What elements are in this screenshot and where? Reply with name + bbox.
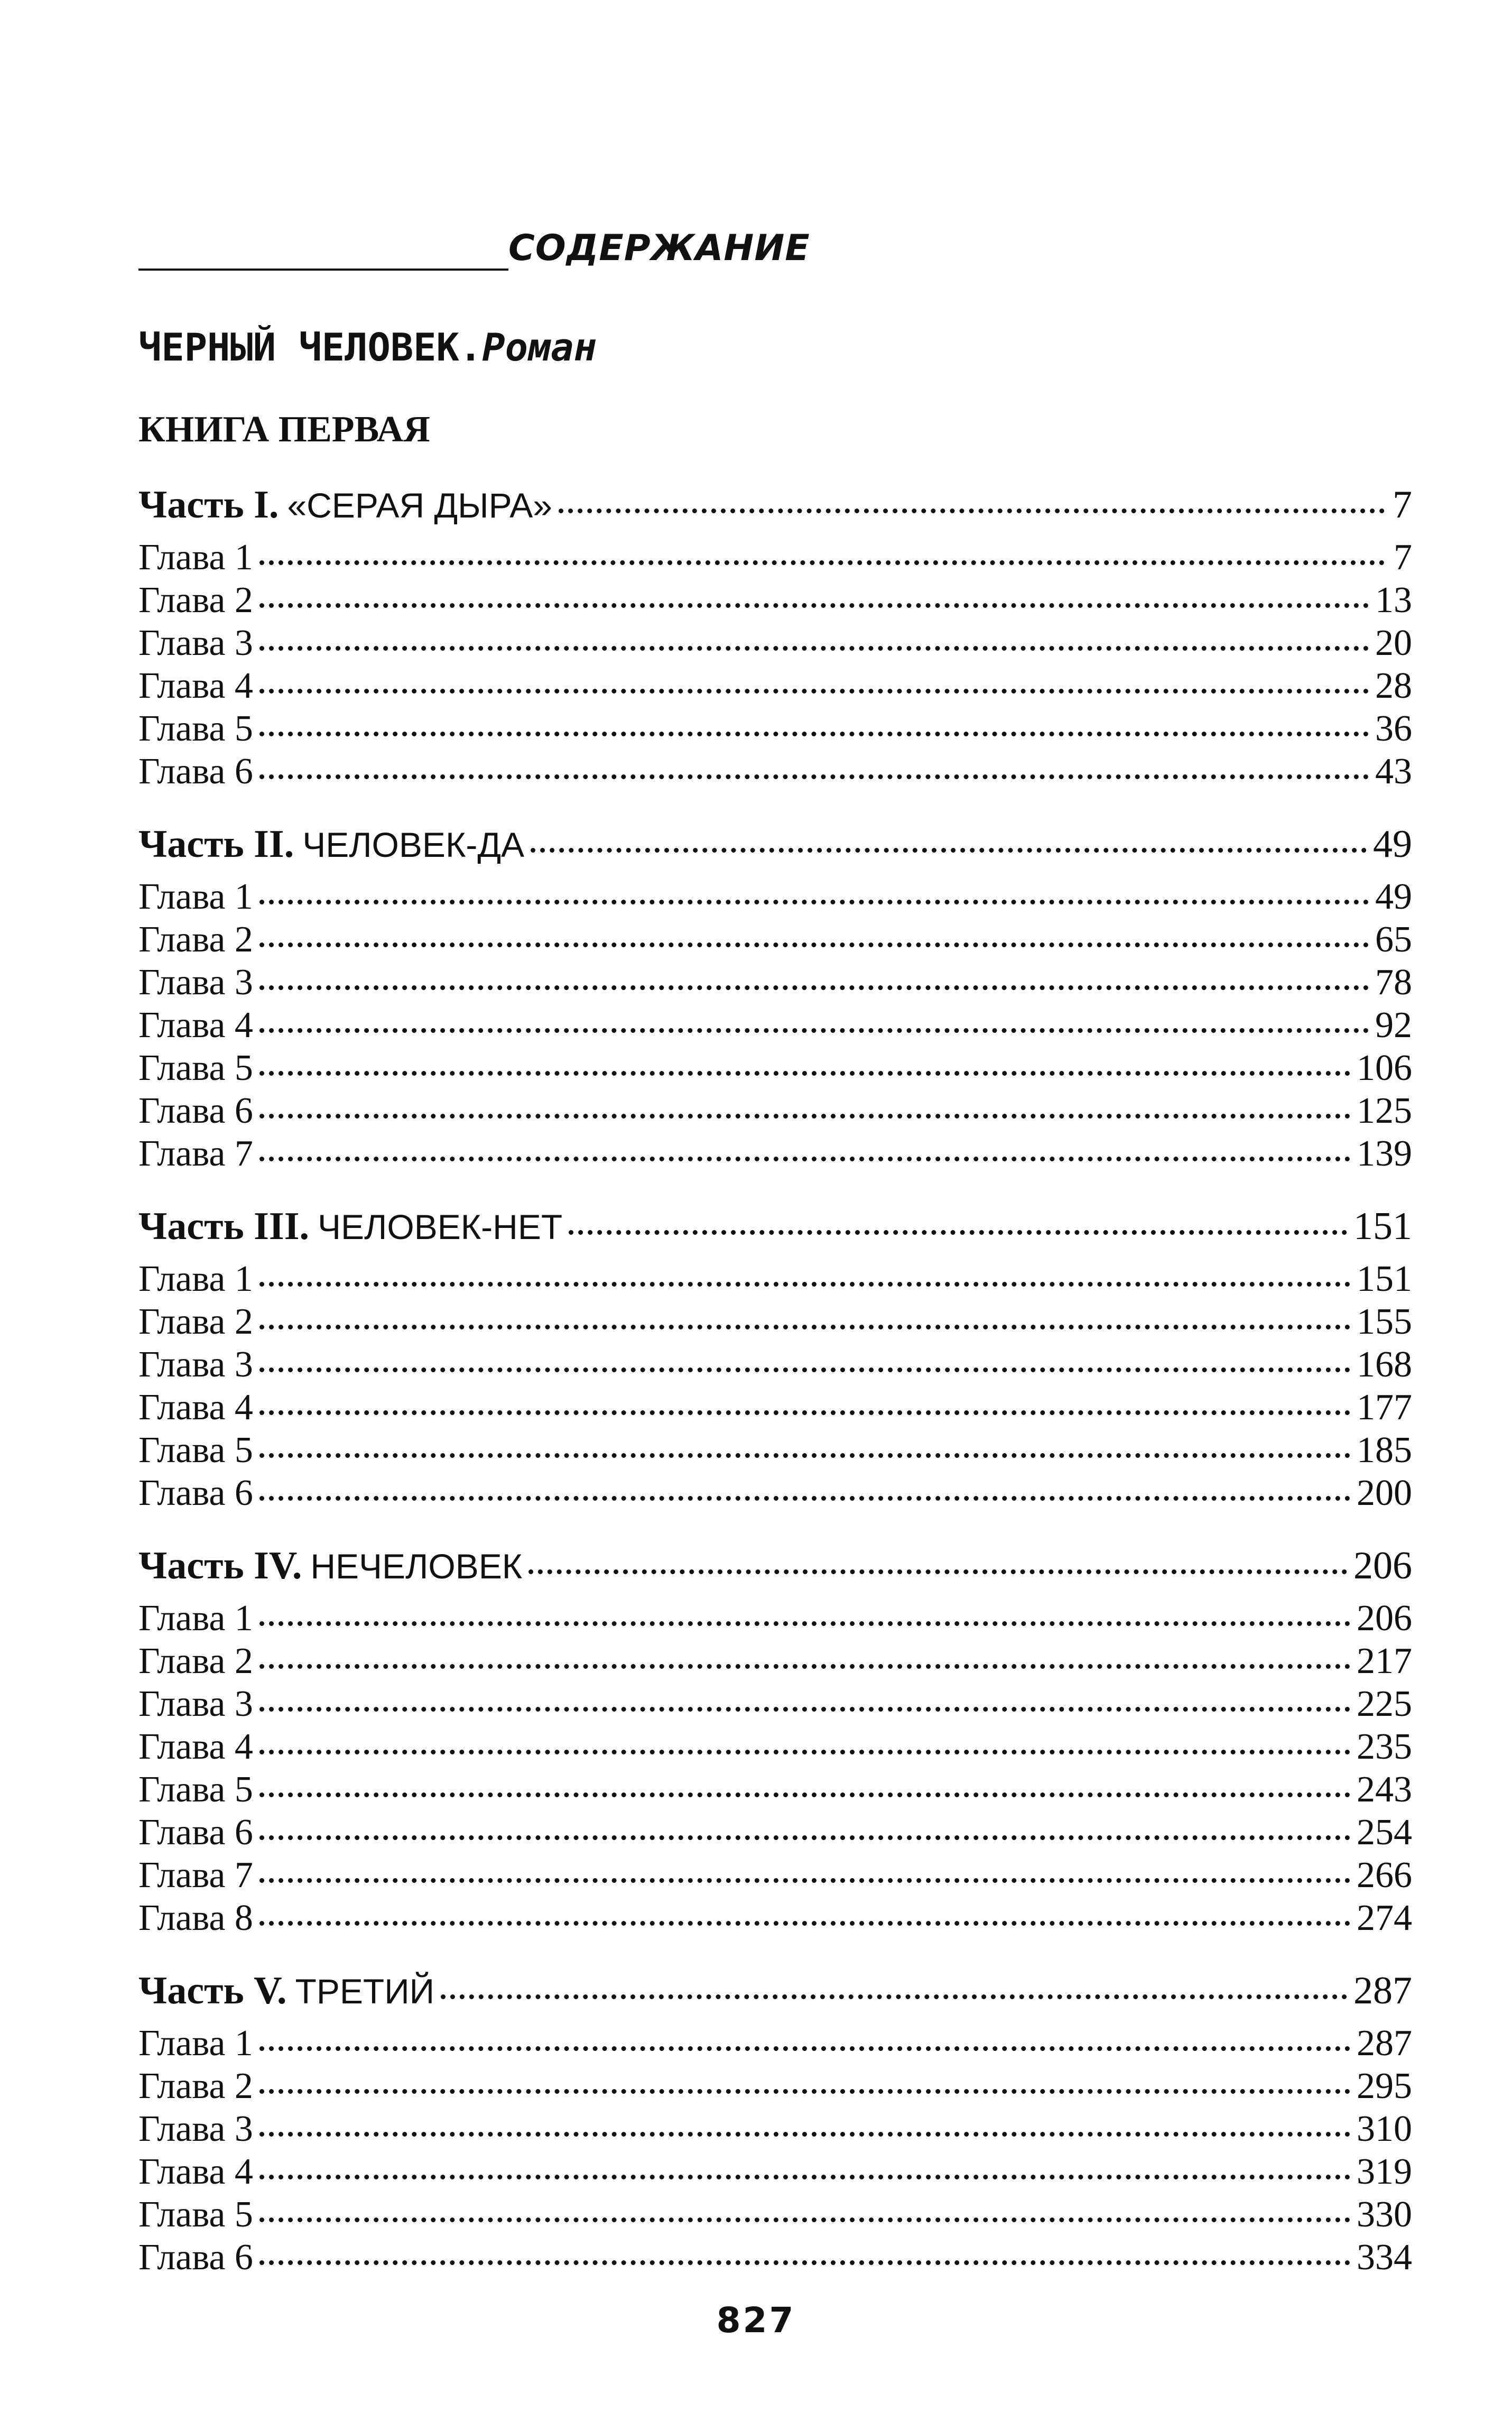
toc-chapter-entry[interactable]	[138, 707, 1412, 750]
dot-leader	[528, 1569, 1347, 1574]
chapter-label: Глава 5	[138, 708, 253, 749]
part-title: НЕЧЕЛОВЕК	[310, 1547, 523, 1586]
dot-leader	[259, 1750, 1350, 1754]
toc-chapter-entry[interactable]	[138, 1768, 1412, 1811]
book-title	[138, 324, 597, 371]
chapter-page: 7	[1394, 537, 1412, 578]
toc-chapter-entry[interactable]	[138, 750, 1412, 793]
book-kind: Роман	[482, 325, 597, 369]
chapter-page: 217	[1357, 1641, 1412, 1681]
dot-leader	[259, 2046, 1350, 2051]
dot-leader	[559, 509, 1385, 513]
toc-chapter-entry[interactable]	[138, 2108, 1412, 2150]
dot-leader	[259, 2217, 1350, 2222]
book-subtitle: КНИГА ПЕРВАЯ	[138, 409, 430, 450]
chapter-page: 139	[1357, 1133, 1412, 1174]
part-page: 7	[1393, 483, 1412, 526]
chapter-page: 155	[1357, 1301, 1412, 1342]
toc-chapter-entry[interactable]	[138, 1089, 1412, 1132]
toc-chapter-entry[interactable]	[138, 2236, 1412, 2279]
dot-leader	[259, 985, 1369, 990]
book-title-text: ЧЕРНЫЙ ЧЕЛОВЕК.	[138, 325, 483, 369]
part-title: ЧЕЛОВЕК-ДА	[302, 825, 525, 864]
dot-leader	[259, 732, 1369, 736]
chapter-label: Глава 2	[138, 2066, 253, 2106]
part-page: 49	[1373, 823, 1412, 866]
dot-leader	[259, 1114, 1350, 1119]
chapter-page: 254	[1357, 1812, 1412, 1853]
dot-leader	[531, 848, 1367, 853]
chapter-label: Глава 4	[138, 2151, 253, 2192]
dot-leader	[259, 1071, 1350, 1076]
part-page: 206	[1353, 1544, 1412, 1587]
dot-leader	[259, 646, 1369, 651]
dot-leader	[259, 1157, 1350, 1161]
chapter-label: Глава 3	[138, 2109, 253, 2149]
running-header	[138, 226, 815, 274]
toc-chapter-entry[interactable]	[138, 664, 1412, 707]
dot-leader	[259, 1453, 1350, 1458]
chapter-label: Глава 7	[138, 1855, 253, 1896]
part-label: Часть V.	[138, 1969, 287, 2012]
toc-part	[138, 1962, 1412, 2279]
toc-chapter-entry[interactable]	[138, 1386, 1412, 1429]
toc-part	[138, 476, 1412, 793]
chapter-label: Глава 1	[138, 1259, 253, 1299]
chapter-label: Глава 6	[138, 1473, 253, 1513]
chapter-page: 310	[1357, 2109, 1412, 2149]
dot-leader	[259, 689, 1369, 694]
toc-part-entry[interactable]	[138, 1197, 1412, 1255]
chapter-label: Глава 6	[138, 1091, 253, 1131]
dot-leader	[259, 1707, 1350, 1712]
chapter-page: 235	[1357, 1726, 1412, 1767]
toc-chapter-entry[interactable]	[138, 1854, 1412, 1897]
chapter-label: Глава 1	[138, 876, 253, 917]
toc-chapter-entry[interactable]	[138, 1300, 1412, 1343]
toc-chapter-entry[interactable]	[138, 1258, 1412, 1300]
dot-leader	[259, 774, 1369, 779]
toc-chapter-entry[interactable]	[138, 622, 1412, 664]
toc-chapter-entry[interactable]	[138, 1597, 1412, 1640]
chapter-label: Глава 4	[138, 1387, 253, 1428]
chapter-page: 274	[1357, 1898, 1412, 1938]
dot-leader	[569, 1230, 1347, 1235]
dot-leader	[259, 1621, 1350, 1626]
chapter-label: Глава 7	[138, 1133, 253, 1174]
chapter-label: Глава 2	[138, 1641, 253, 1681]
toc-chapter-entry[interactable]	[138, 1472, 1412, 1514]
toc-chapter-entry[interactable]	[138, 961, 1412, 1004]
part-label: Часть III.	[138, 1205, 310, 1248]
chapter-label: Глава 4	[138, 1726, 253, 1767]
toc-part-entry[interactable]	[138, 1537, 1412, 1595]
chapter-label: Глава 5	[138, 2194, 253, 2235]
chapter-label: Глава 2	[138, 919, 253, 960]
table-of-contents	[138, 476, 1412, 2301]
part-label: Часть IV.	[138, 1544, 302, 1587]
chapter-page: 266	[1357, 1855, 1412, 1896]
dot-leader	[259, 603, 1369, 608]
dot-leader	[259, 2175, 1350, 2179]
chapter-page: 334	[1357, 2237, 1412, 2278]
chapter-page: 20	[1375, 623, 1412, 663]
dot-leader	[259, 1282, 1350, 1287]
toc-chapter-entry[interactable]	[138, 536, 1412, 579]
dot-leader	[259, 560, 1385, 565]
toc-part	[138, 815, 1412, 1175]
chapter-page: 185	[1357, 1430, 1412, 1471]
chapter-page: 43	[1375, 751, 1412, 792]
toc-chapter-entry[interactable]	[138, 1429, 1412, 1472]
chapter-label: Глава 3	[138, 1684, 253, 1724]
toc-part	[138, 1537, 1412, 1939]
dot-leader	[441, 1994, 1347, 1999]
chapter-label: Глава 3	[138, 1344, 253, 1385]
header-title: СОДЕРЖАНИЕ	[508, 227, 810, 269]
toc-chapter-entry[interactable]	[138, 579, 1412, 622]
chapter-page: 287	[1357, 2023, 1412, 2064]
chapter-page: 106	[1357, 1048, 1412, 1088]
part-label: Часть II.	[138, 823, 294, 866]
dot-leader	[259, 1367, 1350, 1372]
chapter-label: Глава 2	[138, 1301, 253, 1342]
chapter-label: Глава 6	[138, 1812, 253, 1853]
chapter-label: Глава 5	[138, 1769, 253, 1810]
chapter-label: Глава 2	[138, 580, 253, 621]
chapter-label: Глава 6	[138, 2237, 253, 2278]
chapter-label: Глава 1	[138, 1598, 253, 1639]
dot-leader	[259, 1496, 1350, 1501]
chapter-page: 225	[1357, 1684, 1412, 1724]
toc-chapter-entry[interactable]	[138, 1683, 1412, 1725]
dot-leader	[259, 1878, 1350, 1883]
dot-leader	[259, 1028, 1369, 1033]
toc-chapter-entry[interactable]	[138, 1640, 1412, 1683]
dot-leader	[259, 1410, 1350, 1415]
toc-chapter-entry[interactable]	[138, 1132, 1412, 1175]
part-page: 151	[1353, 1205, 1412, 1248]
chapter-page: 200	[1357, 1473, 1412, 1513]
dot-leader	[259, 1921, 1350, 1926]
chapter-page: 206	[1357, 1598, 1412, 1639]
page-number: 827	[716, 2300, 796, 2341]
chapter-page: 28	[1375, 666, 1412, 706]
part-title: «СЕРАЯ ДЫРА»	[287, 486, 552, 525]
toc-part-entry[interactable]	[138, 1962, 1412, 2020]
dot-leader	[259, 2089, 1350, 2094]
dot-leader	[259, 2260, 1350, 2265]
toc-chapter-entry[interactable]	[138, 1047, 1412, 1089]
toc-chapter-entry[interactable]	[138, 2150, 1412, 2193]
chapter-page: 151	[1357, 1259, 1412, 1299]
toc-chapter-entry[interactable]	[138, 2193, 1412, 2236]
part-title: ТРЕТИЙ	[295, 1972, 435, 2011]
chapter-page: 78	[1375, 962, 1412, 1003]
toc-chapter-entry[interactable]	[138, 2022, 1412, 2065]
chapter-page: 92	[1375, 1005, 1412, 1046]
chapter-label: Глава 8	[138, 1898, 253, 1938]
chapter-page: 36	[1375, 708, 1412, 749]
chapter-label: Глава 6	[138, 751, 253, 792]
dot-leader	[259, 1792, 1350, 1797]
toc-chapter-entry[interactable]	[138, 1004, 1412, 1047]
chapter-page: 49	[1375, 876, 1412, 917]
dot-leader	[259, 1664, 1350, 1669]
toc-chapter-entry[interactable]	[138, 1343, 1412, 1386]
dot-leader	[259, 900, 1369, 904]
chapter-page: 13	[1375, 580, 1412, 621]
header-rule	[138, 269, 508, 271]
toc-part-entry[interactable]	[138, 476, 1412, 534]
toc-chapter-entry[interactable]	[138, 2065, 1412, 2108]
chapter-page: 243	[1357, 1769, 1412, 1810]
part-label: Часть I.	[138, 483, 279, 526]
chapter-page: 125	[1357, 1091, 1412, 1131]
toc-part	[138, 1197, 1412, 1514]
chapter-label: Глава 3	[138, 962, 253, 1003]
chapter-label: Глава 1	[138, 537, 253, 578]
chapter-label: Глава 4	[138, 666, 253, 706]
chapter-label: Глава 5	[138, 1430, 253, 1471]
chapter-label: Глава 4	[138, 1005, 253, 1046]
chapter-label: Глава 1	[138, 2023, 253, 2064]
toc-chapter-entry[interactable]	[138, 1725, 1412, 1768]
chapter-page: 330	[1357, 2194, 1412, 2235]
dot-leader	[259, 1835, 1350, 1840]
chapter-label: Глава 3	[138, 623, 253, 663]
toc-part-entry[interactable]	[138, 815, 1412, 873]
chapter-page: 295	[1357, 2066, 1412, 2106]
chapter-page: 177	[1357, 1387, 1412, 1428]
dot-leader	[259, 2132, 1350, 2137]
chapter-page: 65	[1375, 919, 1412, 960]
dot-leader	[259, 1325, 1350, 1329]
chapter-label: Глава 5	[138, 1048, 253, 1088]
chapter-page: 319	[1357, 2151, 1412, 2192]
toc-chapter-entry[interactable]	[138, 1811, 1412, 1854]
toc-chapter-entry[interactable]	[138, 918, 1412, 961]
part-title: ЧЕЛОВЕК-НЕТ	[318, 1207, 563, 1246]
part-page: 287	[1353, 1969, 1412, 2012]
toc-chapter-entry[interactable]	[138, 875, 1412, 918]
chapter-page: 168	[1357, 1344, 1412, 1385]
dot-leader	[259, 942, 1369, 947]
toc-chapter-entry[interactable]	[138, 1897, 1412, 1939]
